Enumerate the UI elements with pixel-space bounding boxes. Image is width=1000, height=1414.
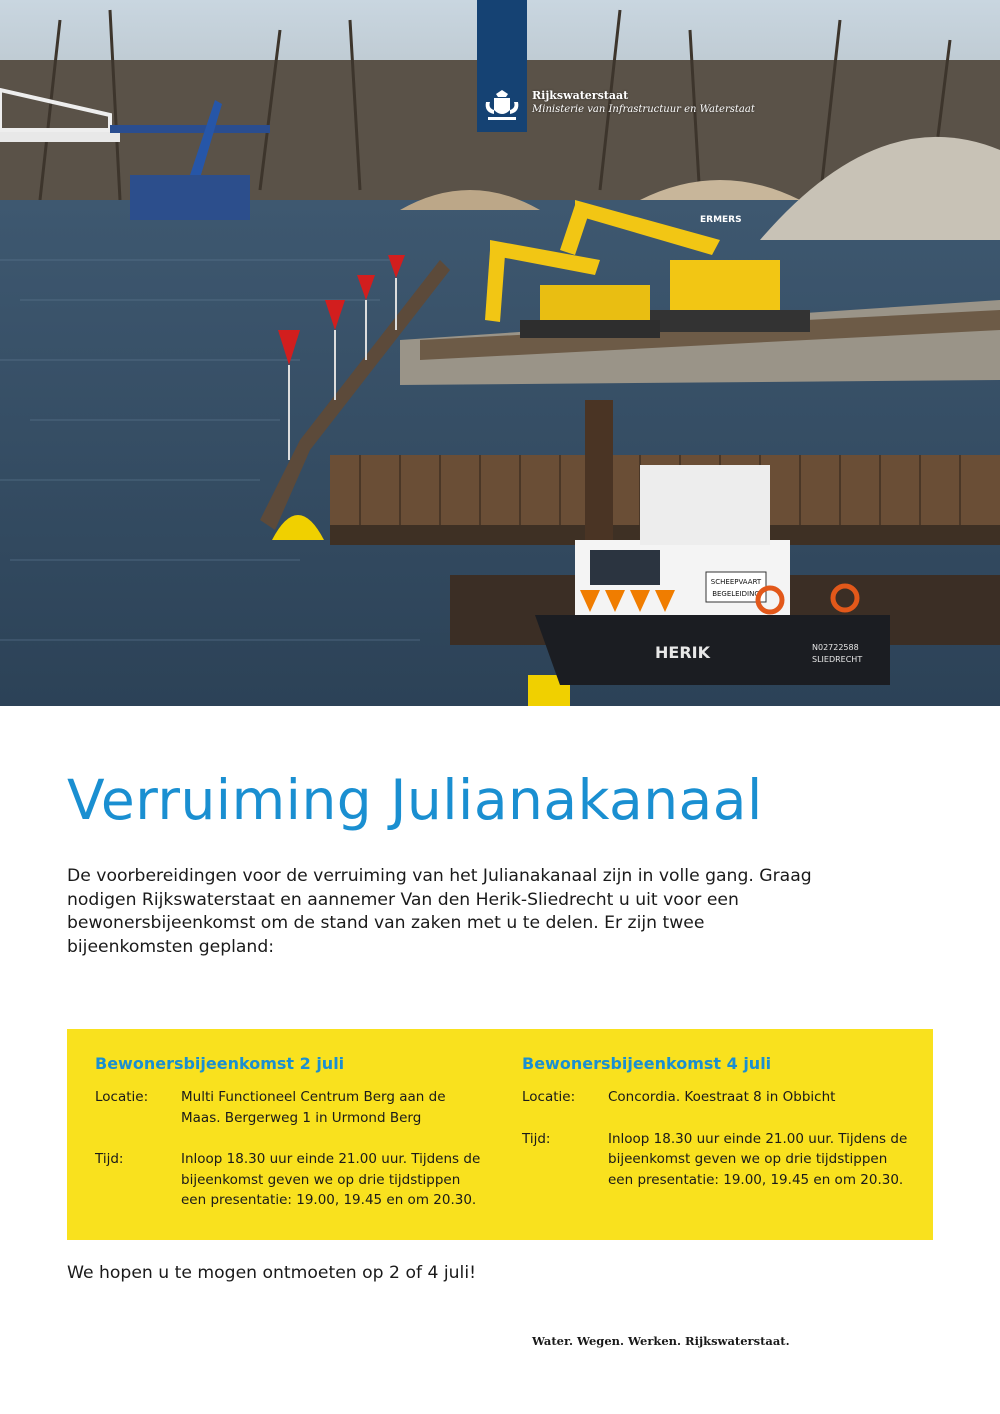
excavator-brand: ERMERS — [700, 215, 742, 225]
meeting-heading: Bewonersbijeenkomst 2 juli — [95, 1054, 345, 1073]
page-title: Verruiming Julianakanaal — [67, 768, 763, 832]
boat-sign-line-2: BEGELEIDING — [712, 590, 760, 598]
tagline: Water. Wegen. Werken. Rijkswaterstaat. — [532, 1334, 790, 1348]
location-row — [95, 1087, 495, 1128]
meetings-box — [67, 1029, 933, 1240]
organisation-name: Rijkswaterstaat — [532, 89, 629, 102]
location-label: Locatie: — [522, 1089, 576, 1105]
time-row — [95, 1149, 495, 1211]
time-value: Inloop 18.30 uur einde 21.00 uur. Tijdens de bijeenkomst geven we op drie tijdstippen een presentatie: 19.00, 19.45 en om 20.30. — [181, 1151, 481, 1208]
boat-id: N02722588 — [812, 643, 859, 652]
time-value: Inloop 18.30 uur einde 21.00 uur. Tijdens de bijeenkomst geven we op drie tijdstippen een presentatie: 19.00, 19.45 en om 20.30. — [608, 1130, 908, 1188]
meeting-july-2 — [95, 1054, 495, 1211]
meeting-heading: Bewonersbijeenkomst 4 juli — [522, 1054, 772, 1073]
location-row — [522, 1087, 922, 1108]
boat-name: HERIK — [655, 643, 710, 662]
time-label: Tijd: — [95, 1151, 124, 1167]
coat-of-arms-icon — [482, 88, 522, 124]
location-label: Locatie: — [95, 1089, 149, 1105]
closing-text: We hopen u te mogen ontmoeten op 2 of 4 juli! — [67, 1263, 476, 1283]
location-value: Concordia. Koestraat 8 in Obbicht — [608, 1089, 836, 1105]
logo-bar — [477, 0, 527, 132]
boat-sign-line-1: SCHEEPVAART — [710, 578, 762, 586]
time-row — [522, 1129, 922, 1191]
ministry-name: Ministerie van Infrastructuur en Waterstaat — [532, 104, 755, 115]
meeting-july-4 — [522, 1054, 922, 1190]
logo-wordmark — [532, 89, 762, 116]
boat-home-port: SLIEDRECHT — [812, 655, 863, 664]
intro-text: De voorbereidingen voor de verruiming van het Julianakanaal zijn in volle gang. Graag nodigen Rijkswaterstaat en aannemer Van den Herik-Sliedrecht u uit voor een bewonersbijeenkomst om de stand van zaken met u te delen. Er zijn twee bijeenkomsten gepland: — [67, 866, 812, 957]
time-label: Tijd: — [522, 1130, 551, 1147]
location-value: Multi Functioneel Centrum Berg aan de Maas. Bergerweg 1 in Urmond Berg — [181, 1089, 446, 1126]
